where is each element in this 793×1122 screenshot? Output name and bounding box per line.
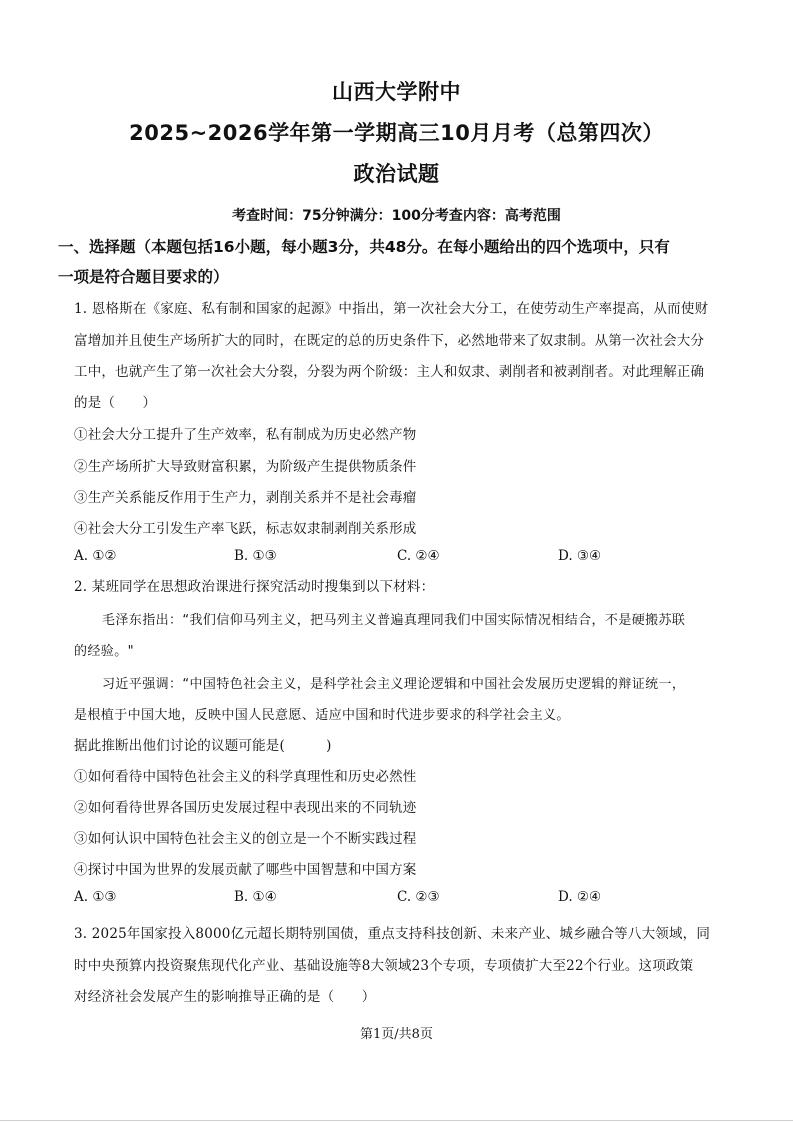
q1-stem-line: 富增加并且使生产场所扩大的同时，在既定的总的历史条件下，必然地带来了奴隶制。从第一次社会大分 (74, 333, 705, 349)
section-heading-line-1: 一、选择题（本题包括16小题，每小题3分，共48分。在每小题给出的四个选项中，只有 (58, 238, 670, 256)
q2-option-c[interactable]: C. ②③ (397, 889, 440, 905)
q3-stem-line: 时中央预算内投资聚焦现代化产业、基础设施等8大领域23个专项，专项债扩大至22个行业。这项政策 (74, 958, 694, 974)
q1-option-d[interactable]: D. ③④ (558, 548, 602, 564)
section-heading-line-2: 一项是符合题目要求的） (58, 268, 229, 286)
exam-title: 2025~2026学年第一学期高三10月月考（总第四次） (129, 121, 664, 145)
q2-quote-xi: 习近平强调：“中国特色社会主义，是科学社会主义理论逻辑和中国社会发展历史逻辑的辩证统一， (102, 677, 686, 692)
exam-info: 考查时间：75分钟满分：100分考查内容：高考范围 (232, 208, 561, 224)
q2-quote-xi-cont: 是根植于中国大地，反映中国人民意愿、适应中国和时代进步要求的科学社会主义。 (74, 708, 570, 723)
page-number: 第1页/共8页 (360, 1027, 433, 1042)
q2-question: 据此推断出他们讨论的议题可能是( ) (74, 738, 332, 754)
q2-item: ①如何看待中国特色社会主义的科学真理性和历史必然性 (74, 769, 417, 785)
q1-stem-line: 的是（ ） (74, 395, 157, 411)
q1-stem-line: 1. 恩格斯在《家庭、私有制和国家的起源》中指出，第一次社会大分工，在使劳动生产率提高，从而使财 (74, 301, 709, 317)
q2-item: ④探讨中国为世界的发展贡献了哪些中国智慧和中国方案 (74, 862, 417, 878)
q1-option-c[interactable]: C. ②④ (397, 548, 440, 564)
subject-title: 政治试题 (353, 162, 440, 186)
q1-option-b[interactable]: B. ①③ (234, 548, 277, 564)
q1-item: ②生产场所扩大导致财富积累，为阶级产生提供物质条件 (74, 459, 417, 475)
q1-stem-line: 工中，也就产生了第一次社会大分裂，分裂为两个阶级：主人和奴隶、剥削者和被剥削者。对此理解正确 (74, 364, 705, 380)
q3-stem-line: 3. 2025年国家投入8000亿元超长期特别国债，重点支持科技创新、未来产业、城乡融合等八大领域，同 (74, 926, 711, 942)
q2-item: ③如何认识中国特色社会主义的创立是一个不断实践过程 (74, 831, 417, 847)
school-name: 山西大学附中 (332, 80, 461, 104)
q2-quote-mao-cont: 的经验。" (74, 644, 134, 659)
q2-option-a[interactable]: A. ①③ (74, 889, 117, 905)
q2-option-b[interactable]: B. ①④ (234, 889, 277, 905)
q1-item: ①社会大分工提升了生产效率，私有制成为历史必然产物 (74, 427, 417, 443)
q2-quote-mao: 毛泽东指出：“我们信仰马列主义，把马列主义普遍真理同我们中国实际情况相结合，不是硬搬苏联 (102, 613, 686, 628)
bottom-divider (0, 1120, 793, 1121)
q2-item: ②如何看待世界各国历史发展过程中表现出来的不同轨迹 (74, 800, 417, 816)
q1-item: ③生产关系能反作用于生产力，剥削关系并不是社会毒瘤 (74, 490, 417, 506)
q2-option-d[interactable]: D. ②④ (558, 889, 602, 905)
q2-intro: 2. 某班同学在思想政治课进行探究活动时搜集到以下材料： (74, 579, 435, 595)
q3-stem-line: 对经济社会发展产生的影响推导正确的是（ ） (74, 989, 376, 1005)
q1-option-a[interactable]: A. ①② (74, 548, 117, 564)
q1-item: ④社会大分工引发生产率飞跃，标志奴隶制剥削关系形成 (74, 521, 417, 537)
